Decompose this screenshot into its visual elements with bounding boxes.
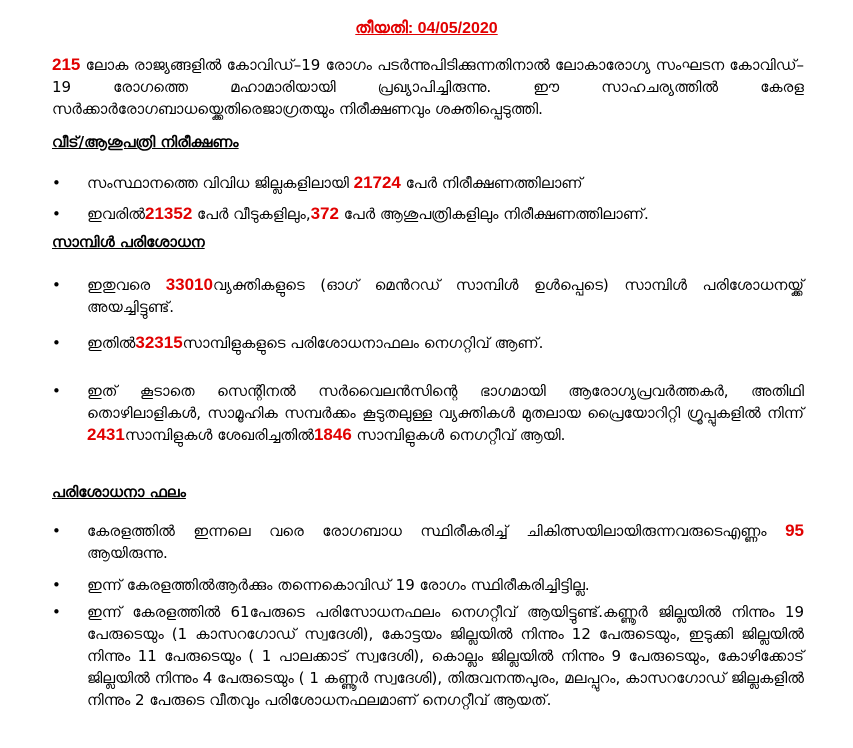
text-segment: കേരളത്തിൽ ഇന്നലെ വരെ രോഗബാധ സ്ഥിരീകരിച്ച് ചികിത്സയിലായിരുന്നവരുടെഎണ്ണം [87,522,786,540]
bullet-icon: • [52,174,61,192]
list-item [52,274,804,318]
list-item [52,172,804,194]
list-item [52,203,804,225]
observation-total: 21724 [353,173,401,192]
intro-paragraph [52,54,804,120]
text-segment: സാമ്പിളുകളുടെ പരിശോധനാഫലം നെഗറ്റിവ് ആണ്. [182,334,544,352]
bullet-icon: • [52,576,61,594]
text-segment: ഇതുവരെ [87,276,166,294]
text-segment: സാമ്പിളുകൾ ശേഖരിച്ചതിൽ [124,426,314,444]
bullet-icon: • [52,276,61,294]
under-treatment-count: 95 [785,521,804,540]
bullet-icon: • [52,603,61,621]
list-item [52,380,804,446]
bullet-text [87,274,804,318]
bullet-text [87,203,804,225]
bullet-text: ഇന്ന് കേരളത്തിൽ 61പേരുടെ പരിസോധനഫലം നെഗറ്റീവ് ആയിട്ടുണ്ട്.കണ്ണൂർ ജില്ലയിൽ നിന്നും 19 പേരുടെയും (1 കാസറഗോഡ് സ്വദേശി), കോട്ടയം ജില്ലയിൽ നിന്നും 12 പേരുടെയും, ഇടുക്കി ജില്ലയിൽ നിന്നും 11 പേരുടെയും ( 1 പാലക്കാട് സ്വദേശി), കൊല്ലം ജില്ലയിൽ നിന്നും 9 പേരുടെയും, കോഴിക്കോട് ജില്ലയിൽ നിന്നും 4 പേരുടെയും ( 1 കണ്ണൂർ സ്വദേശി), തിരുവനന്തപുരം, മലപ്പുറം, കാസറഗോഡ് ജില്ലകളിൽ നിന്നും 2 പേരുടെ വീതവും പരിശോധനഫലമാണ് നെഗറ്റീവ് ആയത്. [87,603,804,709]
bullet-text [87,520,804,564]
bullet-text [87,172,804,194]
bullet-icon: • [52,382,61,400]
bullet-icon: • [52,522,61,540]
home-observation-count: 21352 [145,204,193,223]
text-segment: ഇതിൽ [87,334,136,352]
bullet-icon: • [52,205,61,223]
section-heading-sample-testing: സാമ്പിൾ പരിശോധന [52,233,205,251]
bullet-icon: • [52,334,61,352]
country-count: 215 [52,55,81,74]
list-item [52,332,804,354]
date-text: തീയതി: 04/05/2020 [355,20,498,37]
negative-samples-count: 32315 [135,333,183,352]
text-segment: ആയിരുന്നു. [87,544,168,562]
date-line [0,20,853,38]
section-heading-test-results: പരിശോധനാ ഫലം [52,483,186,501]
list-item [52,601,804,711]
intro-text: ലോക രാജ്യങ്ങളിൽ കോവിഡ്–19 രോഗം പടർന്നുപിടിക്കുന്നതിനാൽ ലോകാരോഗ്യ സംഘടന കോവിഡ്–19 രോഗത്തെ മഹാമാരിയായി പ്രഖ്യാപിച്ചിരുന്നു. ഈ സാഹചര്യത്തിൽ കേരള സർക്കാർരോഗബാധയ്ക്കെതിരെജാഗ്രതയും നിരീക്ഷണവും ശക്തിപ്പെടുത്തി. [52,56,804,118]
list-item [52,520,804,564]
list-item [52,574,804,596]
text-segment: പേർ നിരീക്ഷണത്തിലാണ് [400,174,583,192]
samples-sent-count: 33010 [165,275,213,294]
sentinel-samples-count: 2431 [87,425,125,444]
section-heading-observation: വീട്/ആശുപത്രി നിരീക്ഷണം [52,133,239,151]
bullet-text [87,380,804,446]
text-segment: ഇവരിൽ [87,205,145,223]
bullet-text [87,332,804,354]
bullet-text: ഇന്ന് കേരളത്തിൽആർക്കും തന്നെകൊവിഡ് 19 രോഗം സ്ഥിരീകരിച്ചിട്ടില്ല. [87,576,590,594]
sentinel-negative-count: 1846 [313,425,352,444]
text-segment: പേർ വീടുകളിലും, [192,205,311,223]
text-segment: ഇത് കൂടാതെ സെന്റിനൽ സർവൈലൻസിന്റെ ഭാഗമായി ആരോഗ്യപ്രവർത്തകർ, അതിഥി തൊഴിലാളികൾ, സാമൂഹിക സമ്പർക്കം കൂടുതലുള്ള വ്യക്തികൾ മുതലായ പ്രൈയോറിറ്റി ഗ്രൂപ്പുകളിൽ നിന്ന് [87,382,804,422]
text-segment: പേർ ആശുപത്രികളിലും നിരീക്ഷണത്തിലാണ്. [338,205,649,223]
text-segment: സാമ്പിളുകൾ നെഗറ്റീവ് ആയി. [351,426,566,444]
text-segment: വ്യക്തികളുടെ (ഓഗ് മെൻറഡ് സാമ്പിൾ ഉൾപ്പെടെ) സാമ്പിൾ പരിശോധനയ്ക്ക് അയച്ചിട്ടുണ്ട്. [87,276,804,316]
hospital-observation-count: 372 [310,204,339,223]
text-segment: സംസ്ഥാനത്തെ വിവിധ ജില്ലകളിലായി [87,174,354,192]
